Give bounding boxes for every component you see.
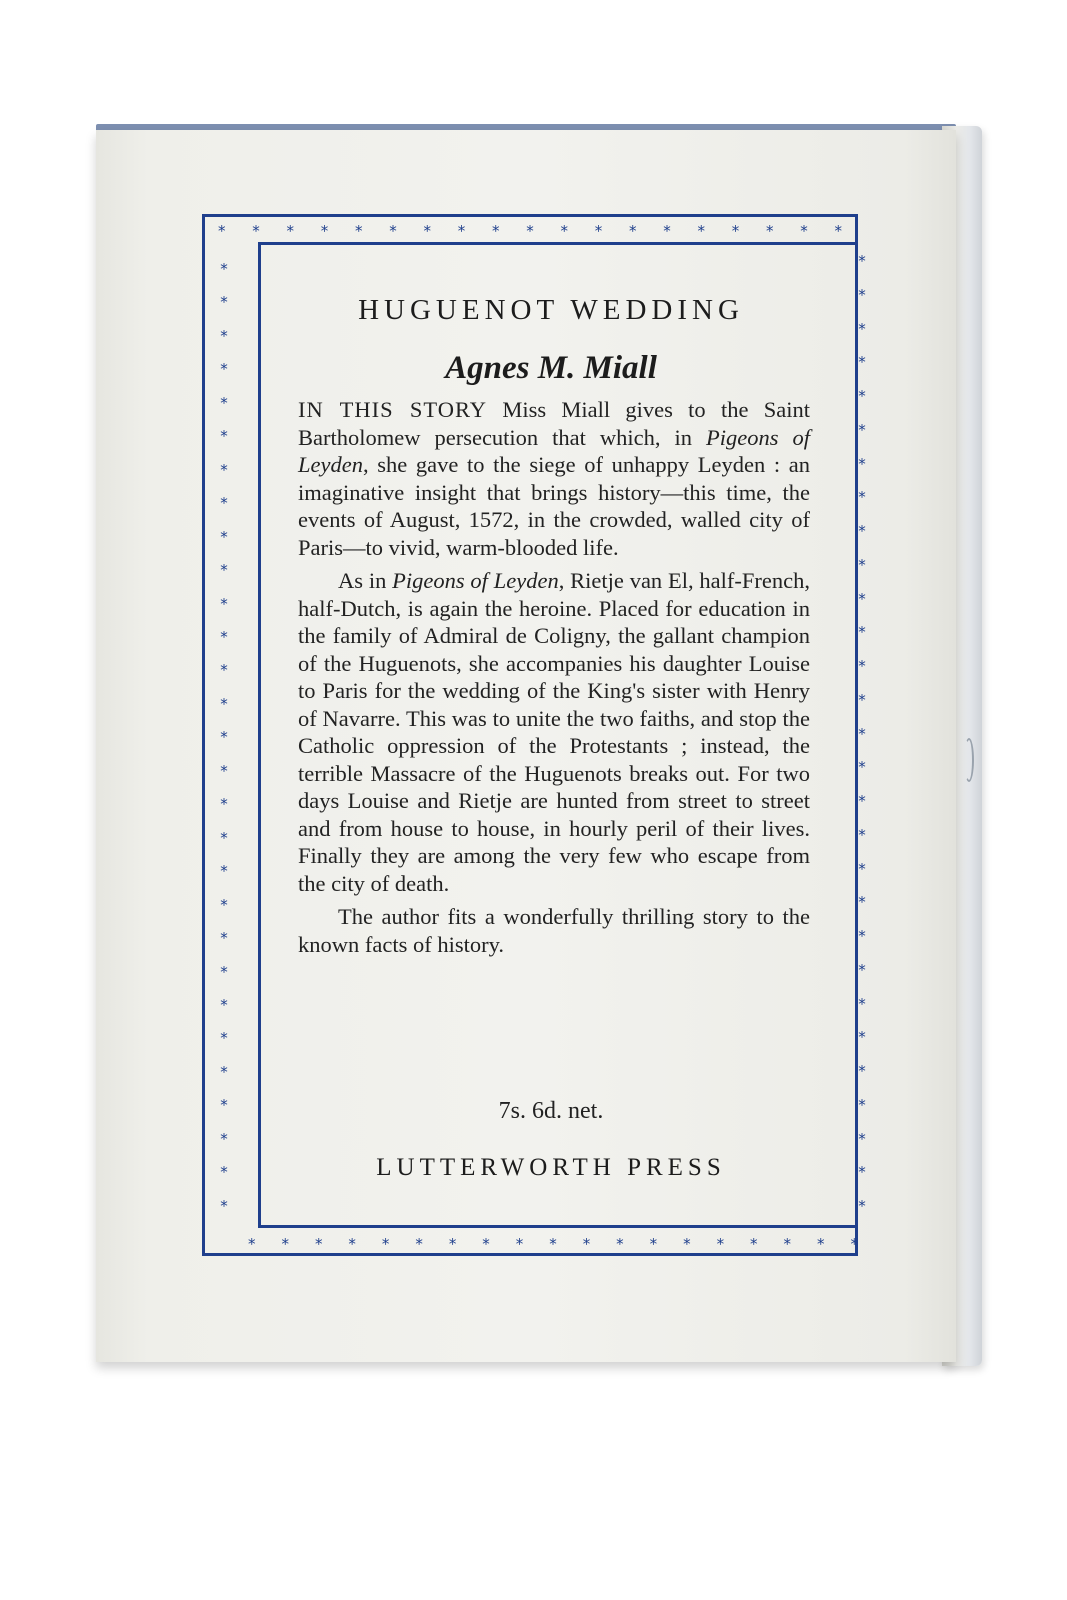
- asterisk-ornament: *: [858, 994, 866, 1013]
- asterisk-ornament: *: [663, 222, 671, 240]
- asterisk-ornament: *: [381, 1235, 390, 1253]
- asterisk-ornament: *: [220, 795, 228, 814]
- asterisk-ornament: *: [220, 627, 228, 646]
- asterisk-ornament: *: [816, 1235, 825, 1253]
- asterisk-ornament: *: [858, 589, 866, 608]
- asterisk-ornament: *: [415, 1235, 423, 1253]
- asterisk-ornament: *: [858, 252, 866, 270]
- asterisk-ornament: *: [858, 1163, 866, 1182]
- asterisk-ornament: *: [858, 555, 866, 574]
- asterisk-ornament: *: [783, 1235, 791, 1253]
- blurb-lead-in: IN THIS STORY: [298, 397, 488, 422]
- asterisk-ornament: *: [281, 1235, 289, 1253]
- asterisk-ornament: *: [858, 927, 866, 945]
- asterisk-ornament: *: [560, 222, 568, 240]
- asterisk-ornament: *: [858, 454, 866, 473]
- asterisk-ornament: *: [766, 222, 774, 240]
- asterisk-ornament: *: [697, 222, 705, 240]
- asterisk-ornament: *: [220, 260, 228, 278]
- asterisk-ornament: *: [629, 222, 637, 240]
- asterisk-ornament: *: [220, 1096, 228, 1115]
- asterisk-ornament: *: [220, 1163, 228, 1182]
- asterisk-ornament: *: [858, 1028, 866, 1047]
- asterisk-ornament: *: [858, 387, 866, 405]
- asterisk-ornament: *: [218, 222, 226, 240]
- asterisk-ornament: *: [220, 929, 228, 948]
- asterisk-ornament: *: [355, 222, 363, 240]
- book-author: Agnes M. Miall: [445, 350, 657, 386]
- asterisk-ornament: *: [320, 222, 329, 240]
- asterisk-ornament: *: [858, 792, 866, 810]
- asterisk-ornament: *: [649, 1235, 658, 1253]
- asterisk-ornament: *: [616, 1235, 624, 1253]
- book-reference: Pigeons of Leyden: [298, 424, 810, 477]
- asterisk-ornament: *: [220, 427, 228, 446]
- asterisk-ornament: *: [858, 1095, 866, 1114]
- asterisk-ornament: *: [750, 1235, 758, 1253]
- asterisk-ornament: *: [515, 1235, 524, 1253]
- asterisk-ornament: *: [858, 1197, 866, 1215]
- asterisk-ornament: *: [858, 488, 866, 507]
- asterisk-ornament: *: [248, 1235, 256, 1253]
- book-title: HUGUENOT WEDDING: [358, 294, 744, 326]
- star-border-top: [218, 224, 842, 239]
- asterisk-ornament: *: [220, 393, 228, 412]
- asterisk-ornament: *: [220, 962, 228, 981]
- asterisk-ornament: *: [220, 862, 228, 881]
- asterisk-ornament: *: [858, 522, 866, 540]
- asterisk-ornament: *: [220, 360, 228, 379]
- asterisk-ornament: *: [220, 1129, 228, 1148]
- asterisk-ornament: *: [850, 1235, 858, 1253]
- asterisk-ornament: *: [220, 460, 228, 479]
- asterisk-ornament: *: [389, 222, 397, 240]
- asterisk-ornament: *: [482, 1235, 490, 1253]
- star-border-right: [852, 254, 872, 1214]
- blurb: [298, 396, 810, 958]
- asterisk-ornament: *: [858, 724, 866, 743]
- asterisk-ornament: *: [220, 761, 228, 780]
- asterisk-ornament: *: [683, 1235, 691, 1253]
- asterisk-ornament: *: [457, 222, 466, 240]
- asterisk-ornament: *: [858, 1129, 866, 1148]
- asterisk-ornament: *: [220, 494, 228, 513]
- asterisk-ornament: *: [252, 222, 260, 240]
- book-back-cover: [96, 124, 982, 1368]
- asterisk-ornament: *: [858, 758, 866, 777]
- asterisk-ornament: *: [731, 222, 740, 240]
- blurb-paragraph-3: The author fits a wonderfully thrilling story to the known facts of history.: [298, 904, 810, 957]
- asterisk-ornament: *: [858, 623, 866, 642]
- asterisk-ornament: *: [858, 893, 866, 912]
- asterisk-ornament: *: [858, 825, 866, 844]
- asterisk-ornament: *: [220, 728, 228, 747]
- asterisk-ornament: *: [220, 1062, 228, 1081]
- asterisk-ornament: *: [800, 222, 808, 240]
- blurb-paragraph-2: As in Pigeons of Leyden, Rietje van El, half-French, half-Dutch, is again the heroine. Placed for education in the family of Admiral de Coligny, the gallant champion of the Huguenots, she accompanies his daughter Louise to Paris for the wedding of the King's sister with Henry of Navarre. This was to unite the two faiths, and stop the Catholic oppression of the Protestants ; instead, the terrible Massacre of the Huguenots breaks out. For two days Louise and Rietje are hunted from street to street and from house to house, in hourly peril of their lives. Finally they are among the very few who escape from the city of death.: [298, 568, 810, 896]
- asterisk-ornament: *: [594, 222, 603, 240]
- asterisk-ornament: *: [286, 222, 294, 240]
- asterisk-ornament: *: [858, 657, 866, 675]
- asterisk-ornament: *: [716, 1235, 725, 1253]
- asterisk-ornament: *: [220, 527, 228, 546]
- star-border-left: [214, 262, 234, 1214]
- book-reference: Pigeons of Leyden: [392, 568, 559, 593]
- asterisk-ornament: *: [423, 222, 431, 240]
- asterisk-ornament: *: [582, 1235, 591, 1253]
- asterisk-ornament: *: [549, 1235, 557, 1253]
- asterisk-ornament: *: [220, 694, 228, 713]
- asterisk-ornament: *: [220, 293, 228, 312]
- asterisk-ornament: *: [220, 828, 228, 847]
- asterisk-ornament: *: [858, 420, 866, 439]
- asterisk-ornament: *: [526, 222, 534, 240]
- asterisk-ornament: *: [220, 594, 228, 613]
- blurb-paragraph-1: IN THIS STORY Miss Miall gives to the Saint Bartholomew persecution that which, in Pigeons of Leyden, she gave to the siege of unhappy Leyden : an imaginative insight that brings history—this time, the events of August, 1572, in the crowded, walled city of Paris—to vivid, warm-blooded life.: [298, 397, 810, 560]
- asterisk-ornament: *: [348, 1235, 356, 1253]
- asterisk-ornament: *: [220, 895, 228, 914]
- spine-mark: [964, 738, 974, 782]
- asterisk-ornament: *: [220, 661, 228, 680]
- asterisk-ornament: *: [220, 326, 228, 345]
- asterisk-ornament: *: [220, 1196, 228, 1215]
- asterisk-ornament: *: [220, 561, 228, 580]
- asterisk-ornament: *: [492, 222, 500, 240]
- star-border-bottom: [248, 1237, 858, 1252]
- asterisk-ornament: *: [220, 1029, 228, 1048]
- asterisk-ornament: *: [448, 1235, 457, 1253]
- asterisk-ornament: *: [858, 690, 866, 709]
- asterisk-ornament: *: [834, 222, 842, 240]
- asterisk-ornament: *: [220, 995, 228, 1014]
- asterisk-ornament: *: [858, 960, 866, 979]
- asterisk-ornament: *: [858, 859, 866, 878]
- asterisk-ornament: *: [858, 1062, 866, 1080]
- asterisk-ornament: *: [858, 285, 866, 304]
- price: 7s. 6d. net.: [498, 1098, 604, 1124]
- asterisk-ornament: *: [858, 319, 866, 338]
- asterisk-ornament: *: [858, 353, 866, 372]
- publisher: LUTTERWORTH PRESS: [376, 1154, 726, 1181]
- asterisk-ornament: *: [314, 1235, 323, 1253]
